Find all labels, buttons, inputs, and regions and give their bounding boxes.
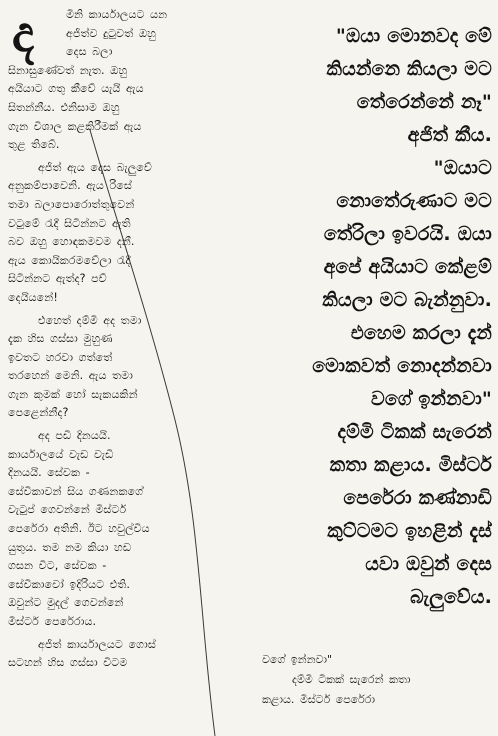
dialogue-line: අජිත් කීය. <box>407 124 492 146</box>
dialogue-line: දම්මි ටිකක් සැරෙන් <box>337 421 492 443</box>
text-line: සේවිකාවන් සිය ගණනකගේ <box>8 484 144 498</box>
text-line: සේවිකාවෝ ඉදිරියට එති. <box>8 577 130 591</box>
dialogue-line: මොකවත් නොදන්නවා <box>312 355 492 377</box>
text-line: කළාය. මිස්ටර් පෙරේරා <box>262 693 376 706</box>
text-line: දම්මි ටිකක් සැරෙන් කතා <box>292 673 411 686</box>
para4 <box>8 427 240 632</box>
text-line: තුළ තිබේ. <box>8 138 60 152</box>
text-line: අද පඩි දිනයයි. <box>38 429 111 443</box>
text-line: මිස්ටර් පෙරේරාය. <box>8 615 97 628</box>
text-line: අනුකම්පාවෙනි. ඇය රිසේ <box>8 179 132 193</box>
dialogue-line: කතා කළාය. මිස්ටර් <box>329 454 492 476</box>
dialogue-line: අපේ අයියාට කේළම් <box>323 256 492 278</box>
text-line: යුතුය. තම නම කියා හඩ <box>8 540 132 554</box>
tail-small-text <box>262 650 494 710</box>
text-line: එහෙත් දම්මි අද තමා <box>38 313 142 327</box>
text-line: අජිත් ඇය දෙස බැලුවේ <box>38 160 152 174</box>
dialogue-line: "ඔයාට <box>433 157 492 179</box>
text-line: වගේ ඉන්නවා" <box>262 653 333 666</box>
text-line: ගසන විට, සේවක - <box>8 559 107 573</box>
dialogue-line: නොතේරුණාට මට <box>336 190 492 212</box>
text-line: සිනාසුණේවත් නැත. ඔහු <box>8 63 128 77</box>
text-line: සිතන්නීය. එනිසාම ඔහු <box>8 100 120 114</box>
text-line: ඇය කොයිකරමවේලා රැදී <box>8 253 131 267</box>
text-line: අජිත්ව දුටුවත් ඔහු <box>66 26 156 40</box>
text-line: කාර්යාලයේ වැඩ වැඩි <box>8 447 114 461</box>
text-line: ගැන විශාල කළකිරීමක් ඇය <box>8 119 142 133</box>
text-line: දෙස බලා <box>66 45 113 59</box>
text-line: දැක හිස ගස්සා මුහුණ <box>8 332 113 346</box>
dialogue-line: බැලුවේය. <box>410 586 492 608</box>
text-line: වැටුප් ගෙවන්නේ මිස්ටර් <box>8 503 127 517</box>
text-line: ඉවතට හරවා ගත්තේ <box>8 350 113 364</box>
text-line: අයියාට ගතු කීවේ යැයි ඇය <box>8 82 144 96</box>
text-line: ඔවුන්ට මුදල් ගෙවන්නේ <box>8 596 124 610</box>
text-line: තරහෙන් මෙනි. ඇය තමා <box>8 369 133 383</box>
para3 <box>8 312 240 424</box>
para1-start <box>8 6 240 62</box>
text-line: අජිත් කාර්යාලයට ගොස් <box>38 637 156 651</box>
dialogue-line: කියලා මට බැන්නුවා. <box>322 289 492 311</box>
dialogue-line: කුට්ටමට ඉහළින් දැස් <box>327 520 492 542</box>
text-line: දෙයියනේ! <box>8 290 58 304</box>
drop-cap: ද <box>12 5 35 63</box>
dialogue-line: වගේ ඉන්නවා" <box>371 388 492 410</box>
text-line: තමා බලාපොරොත්තුවෙන් <box>8 197 135 211</box>
text-line: මිනි කාර්යාලයට යන <box>66 8 168 21</box>
dialogue-line: තේරිලා ඉවරයි. ඔයා <box>323 223 492 245</box>
text-line: පෙළෙන්නීද? <box>8 406 69 420</box>
left-column <box>8 6 240 673</box>
dialogue-line: එහෙම කරලා දැන් <box>350 322 492 344</box>
dialogue-line: "ඔයා මොනවද මේ <box>335 25 492 47</box>
right-column-dialogue <box>252 20 492 614</box>
text-line: පෙරේරා අතිනි. ඊට හවුල්විය <box>8 522 150 536</box>
text-line: වටුමේ රැදී සිටින්නට ඇති <box>8 216 131 230</box>
dialogue-line: කියන්නෙ කියලා මට <box>326 58 492 80</box>
para2 <box>8 159 240 308</box>
dialogue-line: යවා ඔවුන් දෙස <box>365 553 492 575</box>
text-line: දිනයයි. සේවක - <box>8 466 90 480</box>
para5 <box>8 636 240 673</box>
dialogue-line: පෙරේරා කණ්නාඩි <box>343 487 492 509</box>
text-line: සිටින්නට ඇත්ද? පව් <box>8 272 107 286</box>
text-line: ගැන කුමක් හෝ සැකයකින් <box>8 387 138 401</box>
dialogue-line: තේරෙන්නේ නෑ" <box>356 91 492 113</box>
text-line: බව ඔහු හොඳකමවම දනී. <box>8 235 135 249</box>
text-line: සටහන් හිස ගස්සා විටම <box>8 656 128 670</box>
para1-rest <box>8 62 240 155</box>
